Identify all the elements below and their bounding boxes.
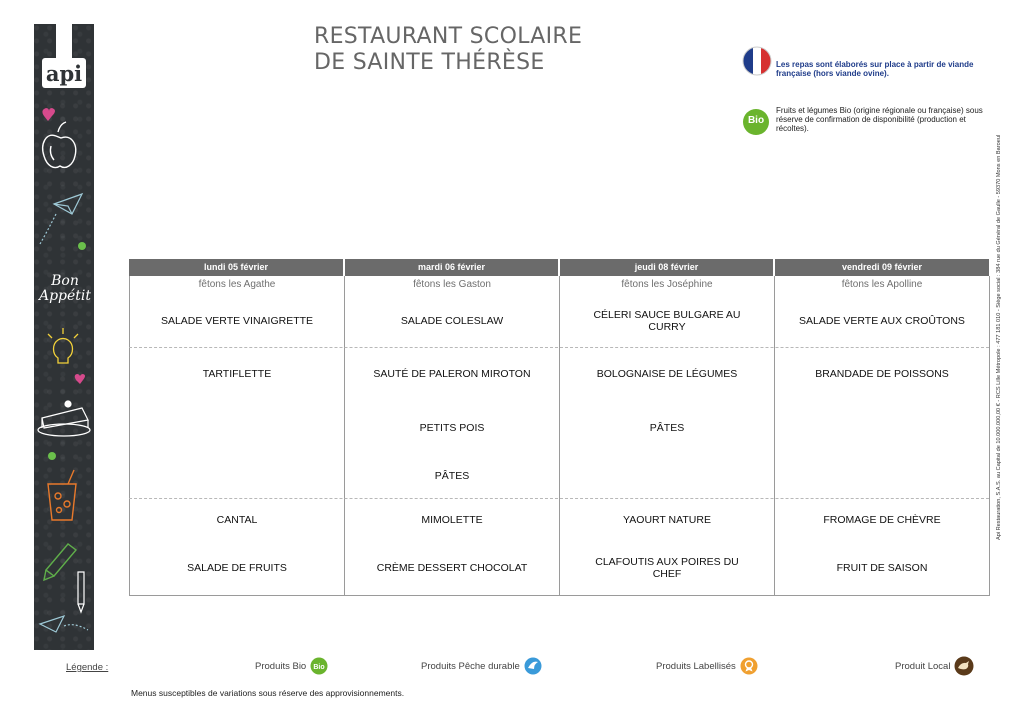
label-medal-icon bbox=[740, 657, 758, 675]
french-meat-note: Les repas sont élaborés sur place à partir de viande française (hors viande ovine). bbox=[742, 46, 984, 78]
day-header-thursday: jeudi 08 février bbox=[560, 259, 773, 276]
day-column-tuesday bbox=[344, 276, 559, 595]
pencil-icon bbox=[78, 572, 84, 612]
pencil-icon bbox=[44, 544, 76, 580]
cake-icon bbox=[38, 401, 90, 436]
menu-dish: SALADE COLESLAW bbox=[400, 315, 504, 327]
france-flag-icon bbox=[742, 46, 772, 76]
menu-dish: BRANDADE DE POISSONS bbox=[815, 368, 949, 380]
day-header-monday: lundi 05 février bbox=[129, 259, 343, 276]
menu-dish: PÂTES bbox=[434, 470, 470, 482]
menu-dish: CANTAL bbox=[216, 514, 258, 526]
bio-icon bbox=[310, 657, 328, 675]
flower-icon bbox=[48, 452, 56, 460]
table-bottom-border bbox=[129, 595, 990, 596]
menu-dish: SAUTÉ DE PALERON MIROTON bbox=[373, 368, 531, 380]
day-header-friday: vendredi 09 février bbox=[775, 259, 989, 276]
menu-dish: YAOURT NATURE bbox=[623, 514, 711, 526]
feast-day: fêtons les Agathe bbox=[198, 279, 276, 290]
fish-icon bbox=[524, 657, 542, 675]
menu-dish: TARTIFLETTE bbox=[202, 368, 272, 380]
menu-dish: CRÈME DESSERT CHOCOLAT bbox=[376, 562, 528, 574]
bio-badge-text: Bio bbox=[747, 115, 765, 126]
bon-appetit-label: Bon Appétit bbox=[38, 273, 92, 304]
row-divider bbox=[129, 347, 989, 348]
menu-dish: SALADE VERTE VINAIGRETTE bbox=[160, 315, 314, 327]
flower-icon bbox=[78, 242, 86, 250]
heart-icon bbox=[42, 108, 55, 121]
legend-item-local: Produit Local bbox=[895, 656, 974, 676]
lightbulb-icon bbox=[48, 328, 78, 363]
bio-produce-note: Bio Fruits et légumes Bio (origine régionale ou française) sous réserve de confirmation de disponibilité (production et récoltes). bbox=[742, 106, 984, 146]
legend-title: Légende : bbox=[66, 662, 109, 673]
paper-plane-icon bbox=[40, 194, 82, 244]
feast-day: fêtons les Joséphine bbox=[621, 279, 713, 290]
legend-item-bio: Produits Bio Bio bbox=[255, 656, 328, 676]
legend-item-labelled: Produits Labellisés bbox=[656, 656, 758, 676]
menu-dish: SALADE DE FRUITS bbox=[187, 562, 287, 574]
day-header-tuesday: mardi 06 février bbox=[345, 259, 558, 276]
feast-day: fêtons les Apolline bbox=[841, 279, 923, 290]
menu-dish: SALADE VERTE AUX CROÛTONS bbox=[799, 315, 965, 327]
menu-dish: CÉLERI SAUCE BULGARE AU CURRY bbox=[593, 309, 741, 333]
title-line-1: RESTAURANT SCOLAIRE bbox=[314, 24, 583, 49]
title-line-2: DE SAINTE THÉRÈSE bbox=[314, 50, 545, 75]
svg-text:Bio: Bio bbox=[313, 664, 325, 671]
day-column-friday bbox=[774, 276, 990, 595]
api-logo: api bbox=[42, 58, 86, 88]
drink-glass-icon bbox=[48, 470, 76, 520]
menu-dish: FRUIT DE SAISON bbox=[836, 562, 928, 574]
paper-plane-icon bbox=[40, 616, 88, 632]
menu-table bbox=[129, 259, 989, 595]
menu-dish: PÂTES bbox=[649, 422, 685, 434]
decorative-strip bbox=[34, 24, 94, 650]
row-divider bbox=[129, 498, 989, 499]
local-icon bbox=[954, 656, 974, 676]
menu-dish: MIMOLETTE bbox=[421, 514, 483, 526]
menu-dish: FROMAGE DE CHÈVRE bbox=[823, 514, 941, 526]
menu-dish: CLAFOUTIS AUX POIRES DU CHEF bbox=[595, 556, 739, 580]
footnote: Menus susceptibles de variations sous réserve des approvisionnements. bbox=[131, 688, 405, 698]
apple-icon bbox=[43, 122, 76, 168]
page-title bbox=[314, 24, 582, 76]
day-column-monday bbox=[129, 276, 344, 595]
feast-day: fêtons les Gaston bbox=[413, 279, 491, 290]
legend-item-sustainable-fishing: Produits Pêche durable bbox=[421, 656, 542, 676]
chalk-doodles bbox=[34, 24, 94, 650]
menu-dish: BOLOGNAISE DE LÉGUMES bbox=[596, 368, 738, 380]
legal-notice: Api Restauration, S.A.S. au Capital de 10.000.000,00 € - RCS Lille Métropole : 477 181 010 - Siège social : 384 rue du Général de Gaulle - 59370 Mons en Baroeul bbox=[996, 134, 1002, 540]
heart-icon bbox=[75, 374, 85, 384]
day-column-thursday bbox=[559, 276, 774, 595]
menu-dish: PETITS POIS bbox=[419, 422, 485, 434]
